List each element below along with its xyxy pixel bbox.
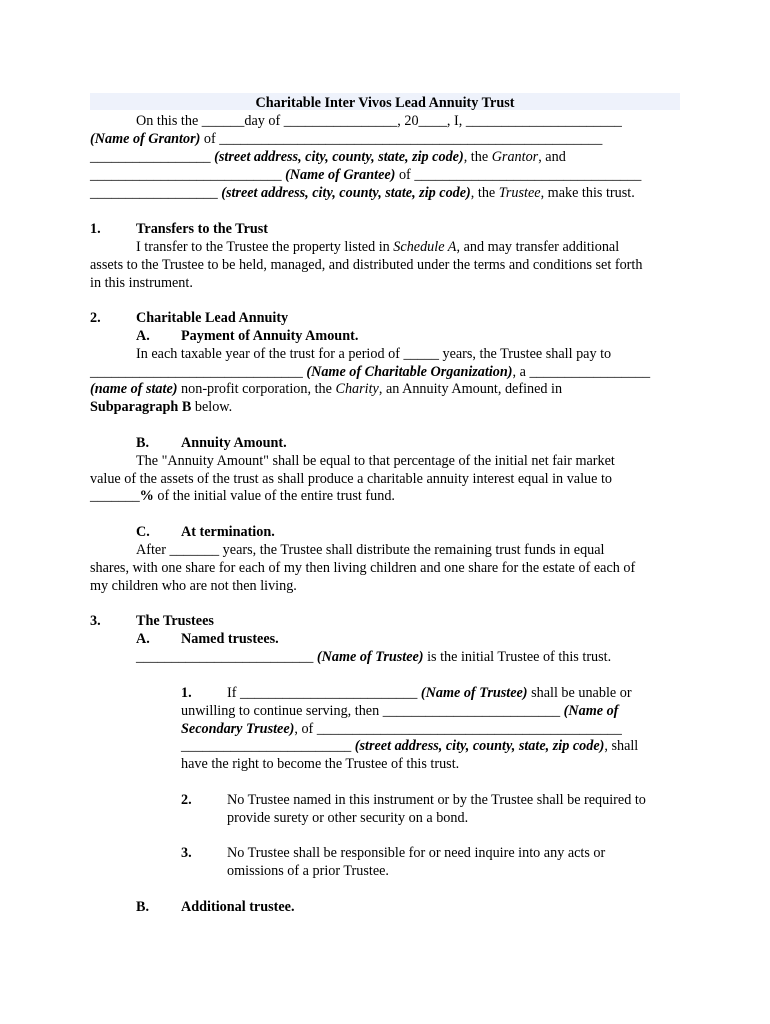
section-1-line-2: assets to the Trustee to be held, managed, and distributed under the terms and conditions set forth xyxy=(90,257,643,273)
intro-line-2: (Name of Grantor) of ______________________________________________________ xyxy=(90,131,603,147)
intro-line-4: ___________________________ (Name of Grantee) of ________________________________ xyxy=(90,167,642,183)
section-2a-line-1: In each taxable year of the trust for a period of _____ years, the Trustee shall pay to xyxy=(136,346,612,362)
item-1-line-3: Secondary Trustee), of ___________________________________________ xyxy=(181,721,622,737)
section-2b-line-2: value of the assets of the trust as shall produce a charitable annuity interest equal in value to xyxy=(90,471,613,487)
section-2a-line-2: ______________________________ (Name of Charitable Organization), a _________________ xyxy=(90,364,651,380)
document-title: Charitable Inter Vivos Lead Annuity Trust xyxy=(255,95,515,111)
item-1-line-5: have the right to become the Trustee of this trust. xyxy=(181,756,460,772)
section-2a-heading: Payment of Annuity Amount. xyxy=(181,328,359,344)
section-1-number: 1. xyxy=(90,221,101,237)
section-3a-letter: A. xyxy=(136,631,150,647)
section-2b-line-1: The "Annuity Amount" shall be equal to that percentage of the initial net fair market xyxy=(136,453,615,469)
section-2c-letter: C. xyxy=(136,524,150,540)
section-3-heading: The Trustees xyxy=(136,613,214,629)
section-2c-line-1: After _______ years, the Trustee shall distribute the remaining trust funds in equal xyxy=(136,542,605,558)
intro-line-5: __________________ (street address, city, county, state, zip code), the Trustee, make this trust. xyxy=(90,185,635,201)
item-1-line-4: ________________________ (street address, city, county, state, zip code), shall xyxy=(181,738,639,754)
section-3b-letter: B. xyxy=(136,899,150,915)
section-3b-heading: Additional trustee. xyxy=(181,899,295,915)
section-1-line-1: I transfer to the Trustee the property listed in Schedule A, and may transfer additional xyxy=(136,239,620,255)
item-1-number: 1. xyxy=(181,685,192,701)
section-2-number: 2. xyxy=(90,310,101,326)
item-3-number: 3. xyxy=(181,845,192,861)
item-2-line-2: provide surety or other security on a bond. xyxy=(227,810,469,826)
section-2c-heading: At termination. xyxy=(181,524,275,540)
item-3-line-2: omissions of a prior Trustee. xyxy=(227,863,389,879)
item-1-line-1: If _________________________ (Name of Trustee) shall be unable or xyxy=(227,685,632,701)
section-2c-line-3: my children who are not then living. xyxy=(90,578,297,594)
item-2-number: 2. xyxy=(181,792,192,808)
section-2b-line-3: _______% of the initial value of the entire trust fund. xyxy=(90,488,395,504)
intro-line-1: On this the ______day of ________________, 20____, I, ______________________ xyxy=(136,113,622,129)
item-2-line-1: No Trustee named in this instrument or by the Trustee shall be required to xyxy=(227,792,646,808)
section-2b-letter: B. xyxy=(136,435,150,451)
section-2b-heading: Annuity Amount. xyxy=(181,435,287,451)
section-2a-line-4: Subparagraph B below. xyxy=(90,399,233,415)
section-3-number: 3. xyxy=(90,613,101,629)
section-2c-line-2: shares, with one share for each of my then living children and one share for the estate of each of xyxy=(90,560,636,576)
section-2a-line-3: (name of state) non-profit corporation, the Charity, an Annuity Amount, defined in xyxy=(90,381,563,397)
section-3a-heading: Named trustees. xyxy=(181,631,279,647)
section-1-line-3: in this instrument. xyxy=(90,275,193,291)
section-2-heading: Charitable Lead Annuity xyxy=(136,310,289,326)
section-2a-letter: A. xyxy=(136,328,150,344)
item-1-line-2: unwilling to continue serving, then _________________________ (Name of xyxy=(181,703,619,719)
item-3-line-1: No Trustee shall be responsible for or need inquire into any acts or xyxy=(227,845,606,861)
section-3a-line-1: _________________________ (Name of Trustee) is the initial Trustee of this trust. xyxy=(136,649,612,665)
section-1-heading: Transfers to the Trust xyxy=(136,221,269,237)
intro-line-3: _________________ (street address, city, county, state, zip code), the Grantor, and xyxy=(90,149,566,165)
